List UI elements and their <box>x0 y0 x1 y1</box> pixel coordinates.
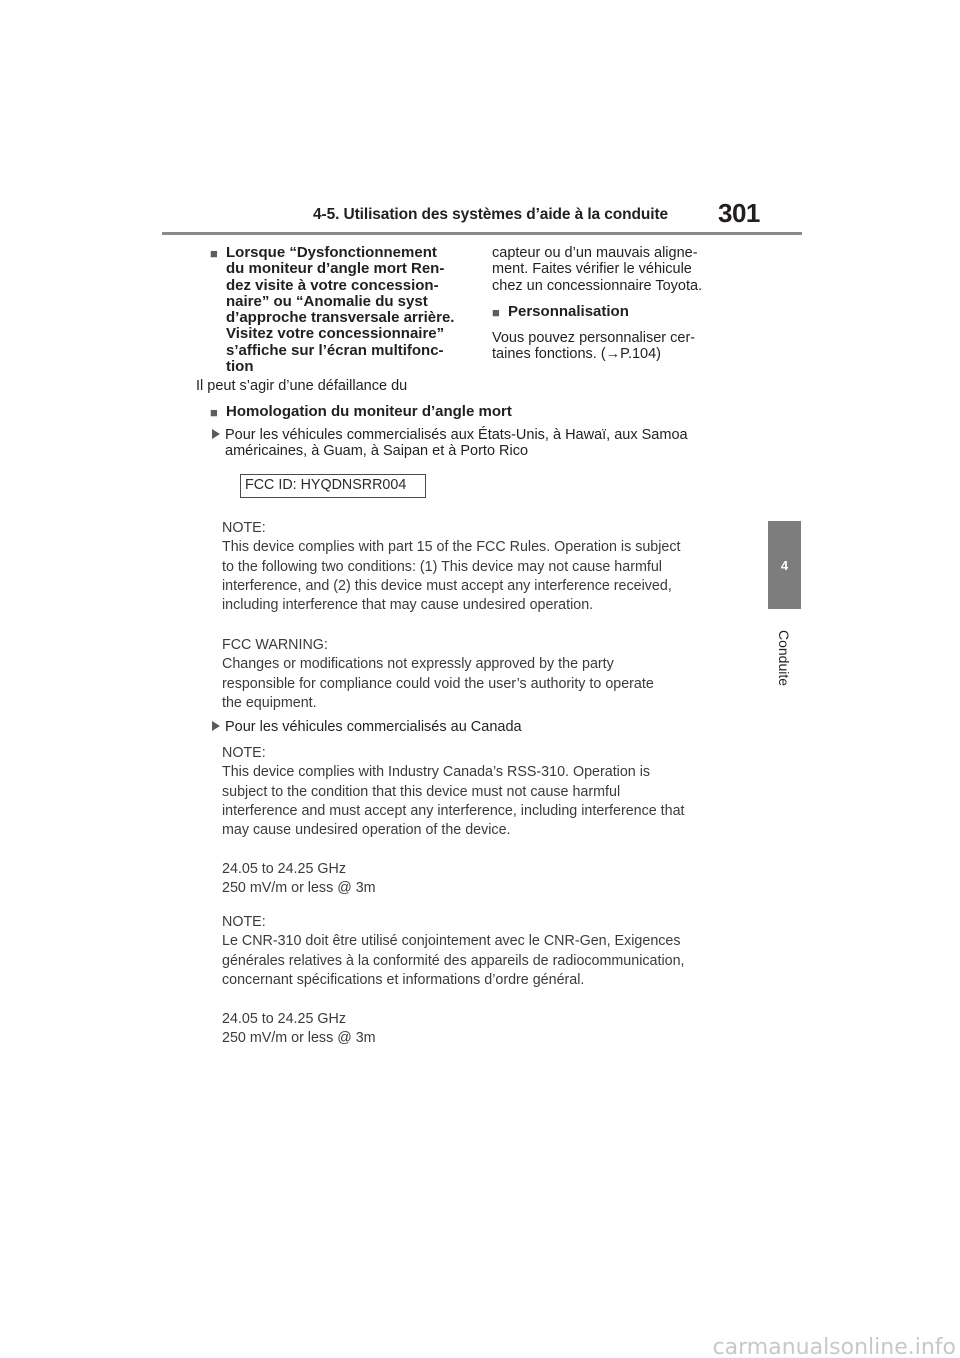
note-line: interference, and (2) this device must accept any interference received, <box>222 577 672 594</box>
canada-spec-fr <box>222 1010 376 1049</box>
bullet-line: Pour les véhicules commercialisés aux États-Unis, à Hawaï, aux Samoa <box>225 427 688 443</box>
bullet-line: Pour les véhicules commercialisés au Canada <box>225 719 522 735</box>
heading-line: Lorsque “Dysfonctionnement <box>226 244 437 261</box>
section-title: 4-5. Utilisation des systèmes d’aide à la conduite <box>313 206 669 223</box>
body-line: capteur ou d’un mauvais aligne- <box>492 245 698 261</box>
square-bullet-icon: ■ <box>492 304 500 320</box>
note-line: subject to the condition that this device must not cause harmful <box>222 783 621 800</box>
malfunction-body-continued <box>492 245 760 294</box>
bullet-line: américaines, à Guam, à Saipan et à Porto Rico <box>225 443 529 460</box>
right-column <box>492 245 760 363</box>
left-column <box>210 245 474 375</box>
chapter-label <box>762 618 806 698</box>
note-line: NOTE: <box>222 914 266 930</box>
spec-line: 24.05 to 24.25 GHz <box>222 861 346 877</box>
body-line: Vous pouvez personnaliser cer- <box>492 330 696 347</box>
body-line: taines fonctions. (→P.104) <box>492 346 661 363</box>
warning-line: FCC WARNING: <box>222 637 328 653</box>
page-number: 301 <box>718 198 760 228</box>
heading-line: naire” ou “Anomalie du syst <box>226 292 428 310</box>
heading-line: Visitez votre concessionnaire” <box>226 325 445 343</box>
note-line: interference and must accept any interference, including interference that <box>222 802 685 819</box>
square-bullet-icon: ■ <box>210 405 218 420</box>
heading-text: Homologation du moniteur d’angle mort <box>226 403 512 420</box>
triangle-bullet-icon <box>212 429 220 439</box>
watermark-text: carmanualsonline.info <box>712 1335 956 1358</box>
warning-line: the equipment. <box>222 694 317 711</box>
square-bullet-icon: ■ <box>210 246 218 261</box>
note-line: may cause undesired operation of the device. <box>222 822 511 839</box>
usa-note <box>222 519 681 615</box>
heading-line: tion <box>226 358 254 376</box>
spec-line: 24.05 to 24.25 GHz <box>222 1011 346 1027</box>
warning-line: Changes or modifications not expressly approved by the party <box>222 656 614 673</box>
homologation-heading <box>210 404 760 420</box>
note-line: concernant spécifications et informations d’ordre général. <box>222 971 585 988</box>
body-line: chez un concessionnaire Toyota. <box>492 277 703 294</box>
page-header <box>0 0 960 240</box>
note-line: générales relatives à la conformité des appareils de radiocommunication, <box>222 952 685 969</box>
fcc-id-box: FCC ID: HYQDNSRR004 <box>240 474 426 498</box>
note-line: NOTE: <box>222 520 266 536</box>
note-line: Le CNR-310 doit être utilisé conjointement avec le CNR-Gen, Exigences <box>222 933 681 950</box>
note-line: This device complies with Industry Canada’s RSS-310. Operation is <box>222 764 651 781</box>
canada-note <box>222 744 685 840</box>
customization-heading <box>492 304 760 320</box>
chapter-number: 4 <box>780 557 789 573</box>
spec-line: 250 mV/m or less @ 3m <box>222 880 376 897</box>
header-divider <box>162 232 802 235</box>
malfunction-heading <box>210 245 474 375</box>
canada-bullet <box>212 719 772 735</box>
malfunction-body: Il peut s’agir d’une défaillance du <box>196 378 408 394</box>
body-line: ment. Faites vérifier le véhicule <box>492 261 692 278</box>
heading-line: dez visite à votre concession- <box>226 276 439 294</box>
canada-note-fr <box>222 913 685 990</box>
customization-body <box>492 330 760 363</box>
note-line: including interference that may cause undesired operation. <box>222 597 594 614</box>
heading-line: du moniteur d’angle mort Ren- <box>226 260 445 278</box>
heading-text: Personnalisation <box>508 302 629 320</box>
spec-line: 250 mV/m or less @ 3m <box>222 1030 376 1047</box>
triangle-bullet-icon <box>212 721 220 731</box>
note-line: to the following two conditions: (1) This device may not cause harmful <box>222 558 662 575</box>
canada-spec <box>222 860 376 899</box>
note-line: This device complies with part 15 of the FCC Rules. Operation is subject <box>222 539 681 556</box>
heading-line: s’affiche sur l’écran multifonc- <box>226 341 444 359</box>
note-line: NOTE: <box>222 745 266 761</box>
chapter-label-text: Conduite <box>776 629 792 687</box>
usa-bullet <box>212 427 772 460</box>
chapter-tab <box>768 521 801 609</box>
fcc-warning <box>222 636 654 713</box>
heading-line: d’approche transversale arrière. <box>226 309 455 327</box>
warning-line: responsible for compliance could void the user’s authority to operate <box>222 675 654 692</box>
